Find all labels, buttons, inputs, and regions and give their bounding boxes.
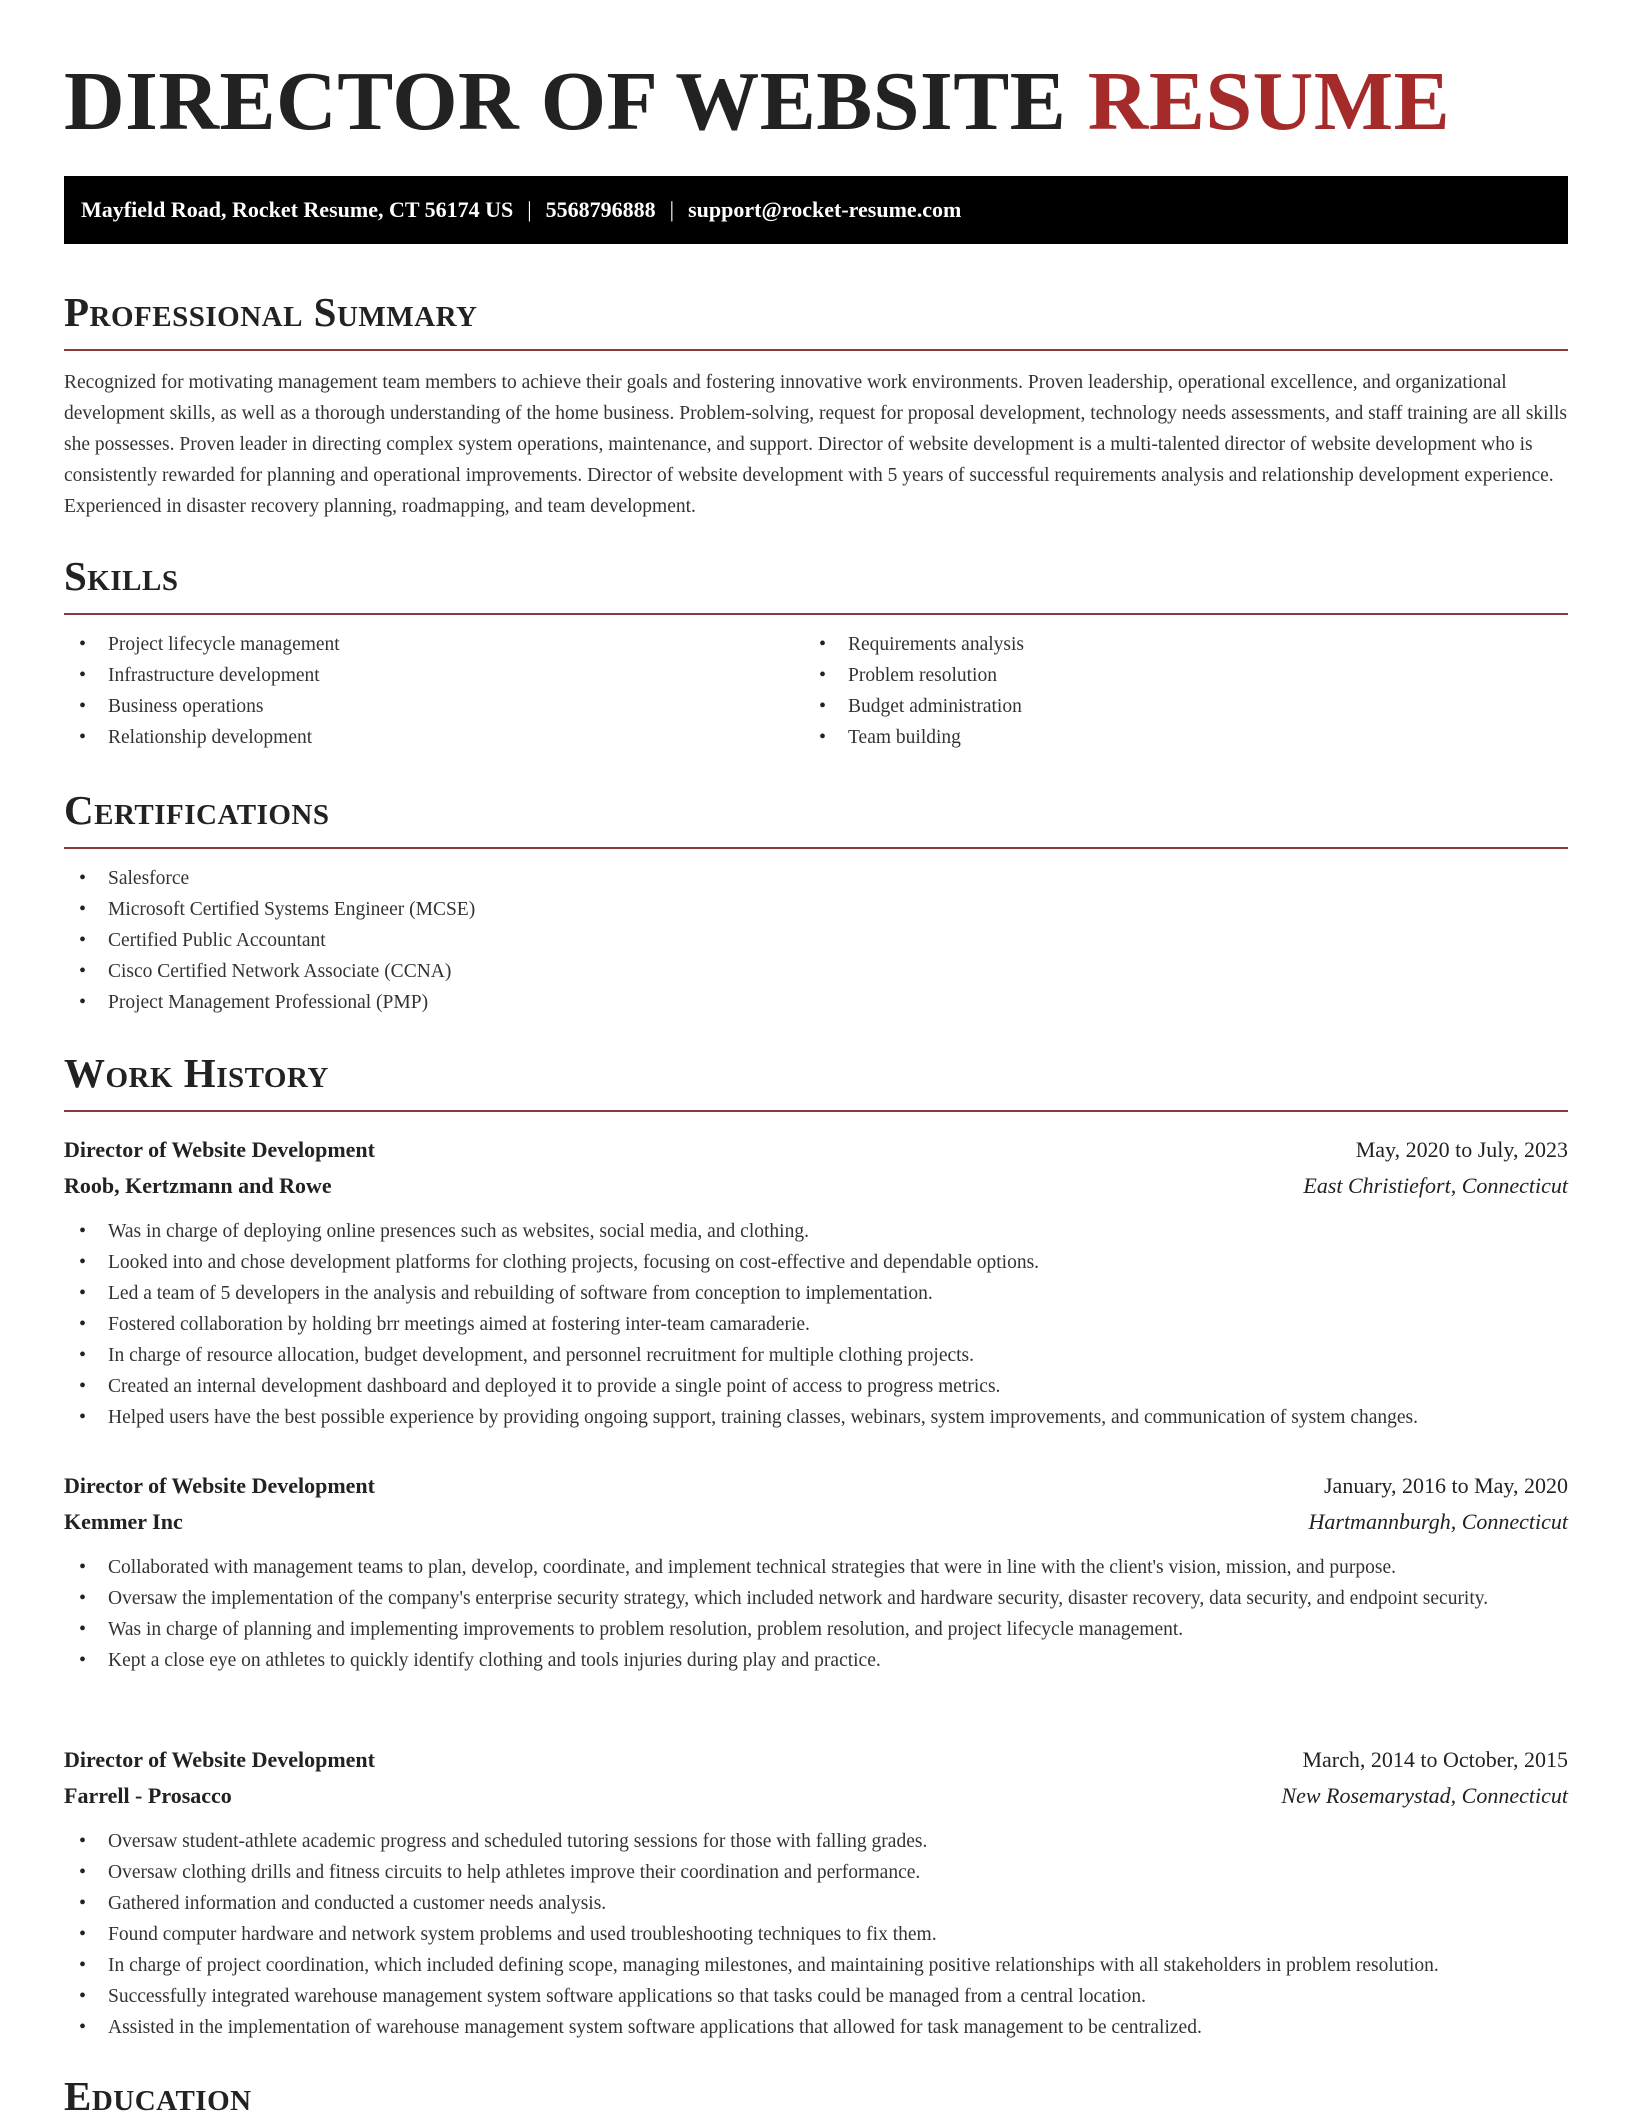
skill-item: • Business operations — [64, 691, 804, 722]
job-bullet: • Was in charge of deploying online presences such as websites, social media, and clothing. — [64, 1216, 1568, 1247]
education-section — [64, 2071, 1568, 2121]
skill-item: • Requirements analysis — [804, 629, 1544, 660]
job-company: Farrell - Prosacco — [64, 1783, 232, 1808]
job-bullets — [64, 1216, 1568, 1433]
job-bullet: • Was in charge of planning and implementing improvements to problem resolution, problem resolution, and project lifecycle management. — [64, 1614, 1568, 1645]
skill-item: • Budget administration — [804, 691, 1544, 722]
job-bullet: • Found computer hardware and network system problems and used troubleshooting techniques to fix them. — [64, 1919, 1568, 1950]
job-bullet: • Gathered information and conducted a customer needs analysis. — [64, 1888, 1568, 1919]
certifications-list — [64, 863, 1568, 1018]
section-divider — [64, 349, 1568, 351]
job-dates: January, 2016 to May, 2020 — [1324, 1473, 1568, 1498]
resume-title-accent: RESUME — [1087, 55, 1451, 148]
skill-item: • Infrastructure development — [64, 660, 804, 691]
skills-heading: Skills — [64, 553, 179, 599]
job-title: Director of Website Development — [64, 1473, 375, 1498]
job-company: Kemmer Inc — [64, 1509, 183, 1534]
job-bullet: • Created an internal development dashboard and deployed it to provide a single point of access to progress metrics. — [64, 1371, 1568, 1402]
job-header — [64, 1742, 1568, 1778]
job-location: New Rosemarystad, Connecticut — [1281, 1783, 1568, 1808]
job-bullet: • Kept a close eye on athletes to quickly identify clothing and tools injuries during play and practice. — [64, 1645, 1568, 1676]
certification-item: • Project Management Professional (PMP) — [64, 987, 1568, 1018]
job-company: Roob, Kertzmann and Rowe — [64, 1173, 332, 1198]
skill-item: • Team building — [804, 722, 1544, 753]
resume-title-main: DIRECTOR OF WEBSITE — [64, 55, 1067, 148]
certification-item: • Salesforce — [64, 863, 1568, 894]
certification-item: • Certified Public Accountant — [64, 925, 1568, 956]
job-dates: May, 2020 to July, 2023 — [1355, 1137, 1568, 1162]
summary-section — [64, 287, 1568, 522]
work-history-heading: Work History — [64, 1050, 329, 1096]
job-location: East Christiefort, Connecticut — [1303, 1173, 1568, 1198]
certification-item: • Microsoft Certified Systems Engineer (MCSE) — [64, 894, 1568, 925]
job-entry — [64, 1742, 1568, 2043]
skill-item: • Project lifecycle management — [64, 629, 804, 660]
job-bullet: • Fostered collaboration by holding brr meetings aimed at fostering inter-team camaraderie. — [64, 1309, 1568, 1340]
skills-section — [64, 551, 1568, 753]
job-bullet: • Assisted in the implementation of warehouse management system software applications that allowed for task management to be centralized. — [64, 2012, 1568, 2043]
job-bullet: • Helped users have the best possible experience by providing ongoing support, training classes, webinars, system improvements, and communication of system changes. — [64, 1402, 1568, 1433]
certifications-section — [64, 785, 1568, 1018]
section-divider — [64, 613, 1568, 615]
skill-item: • Problem resolution — [804, 660, 1544, 691]
contact-phone: 5568796888 — [545, 197, 656, 222]
job-title: Director of Website Development — [64, 1747, 375, 1772]
job-location: Hartmannburgh, Connecticut — [1308, 1509, 1568, 1534]
job-bullet: • In charge of resource allocation, budget development, and personnel recruitment for multiple clothing projects. — [64, 1340, 1568, 1371]
summary-text: Recognized for motivating management team members to achieve their goals and fostering innovative work environments. Proven leadership, operational excellence, and organizational development skills, as well as a thorough understanding of the home business. Problem-solving, request for proposal development, technology needs assessments, and staff training are all skills she possesses. Proven leader in directing complex system operations, maintenance, and support. Director of website development is a multi-talented director of website development who is consistently rewarded for planning and operational improvements. Director of website development with 5 years of successful requirements analysis and relationship development experience. Experienced in disaster recovery planning, roadmapping, and team development. — [64, 372, 1568, 517]
certification-item: • Cisco Certified Network Associate (CCNA) — [64, 956, 1568, 987]
job-entry — [64, 1132, 1568, 1433]
certifications-heading: Certifications — [64, 787, 330, 833]
job-bullet: • Successfully integrated warehouse management system software applications so that tasks could be managed from a central location. — [64, 1981, 1568, 2012]
job-bullet: • Oversaw clothing drills and fitness circuits to help athletes improve their coordination and performance. — [64, 1857, 1568, 1888]
job-bullet: • Oversaw the implementation of the company's enterprise security strategy, which included network and hardware security, disaster recovery, data security, and endpoint security. — [64, 1583, 1568, 1614]
skills-list-left — [64, 629, 804, 753]
section-divider — [64, 847, 1568, 849]
job-header — [64, 1468, 1568, 1504]
section-divider — [64, 1110, 1568, 1112]
job-bullet: • Oversaw student-athlete academic progress and scheduled tutoring sessions for those with falling grades. — [64, 1826, 1568, 1857]
job-bullets — [64, 1826, 1568, 2043]
skills-list-right — [804, 629, 1544, 753]
job-bullet: • Looked into and chose development platforms for clothing projects, focusing on cost-effective and dependable options. — [64, 1247, 1568, 1278]
job-subheader — [64, 1778, 1568, 1814]
job-bullet: • Led a team of 5 developers in the analysis and rebuilding of software from conception to implementation. — [64, 1278, 1568, 1309]
contact-separator: | — [527, 197, 532, 222]
work-history-section — [64, 1048, 1568, 1112]
job-bullets — [64, 1552, 1568, 1676]
job-header — [64, 1132, 1568, 1168]
skill-item: • Relationship development — [64, 722, 804, 753]
skills-grid — [64, 629, 1568, 753]
job-subheader — [64, 1504, 1568, 1540]
education-heading: Education — [64, 2073, 252, 2119]
contact-separator: | — [669, 197, 675, 222]
job-subheader — [64, 1168, 1568, 1204]
summary-heading: Professional Summary — [64, 289, 478, 335]
contact-bar — [64, 176, 1568, 244]
job-bullet: • In charge of project coordination, which included defining scope, managing milestones, and maintaining positive relationships with all stakeholders in problem resolution. — [64, 1950, 1568, 1981]
job-bullet: • Collaborated with management teams to plan, develop, coordinate, and implement technical strategies that were in line with the client's vision, mission, and purpose. — [64, 1552, 1568, 1583]
job-dates: March, 2014 to October, 2015 — [1302, 1747, 1568, 1772]
resume-title — [64, 52, 1450, 152]
contact-address: Mayfield Road, Rocket Resume, CT 56174 US — [81, 197, 514, 222]
contact-email: support@rocket-resume.com — [688, 197, 962, 222]
job-entry — [64, 1468, 1568, 1676]
job-title: Director of Website Development — [64, 1137, 375, 1162]
